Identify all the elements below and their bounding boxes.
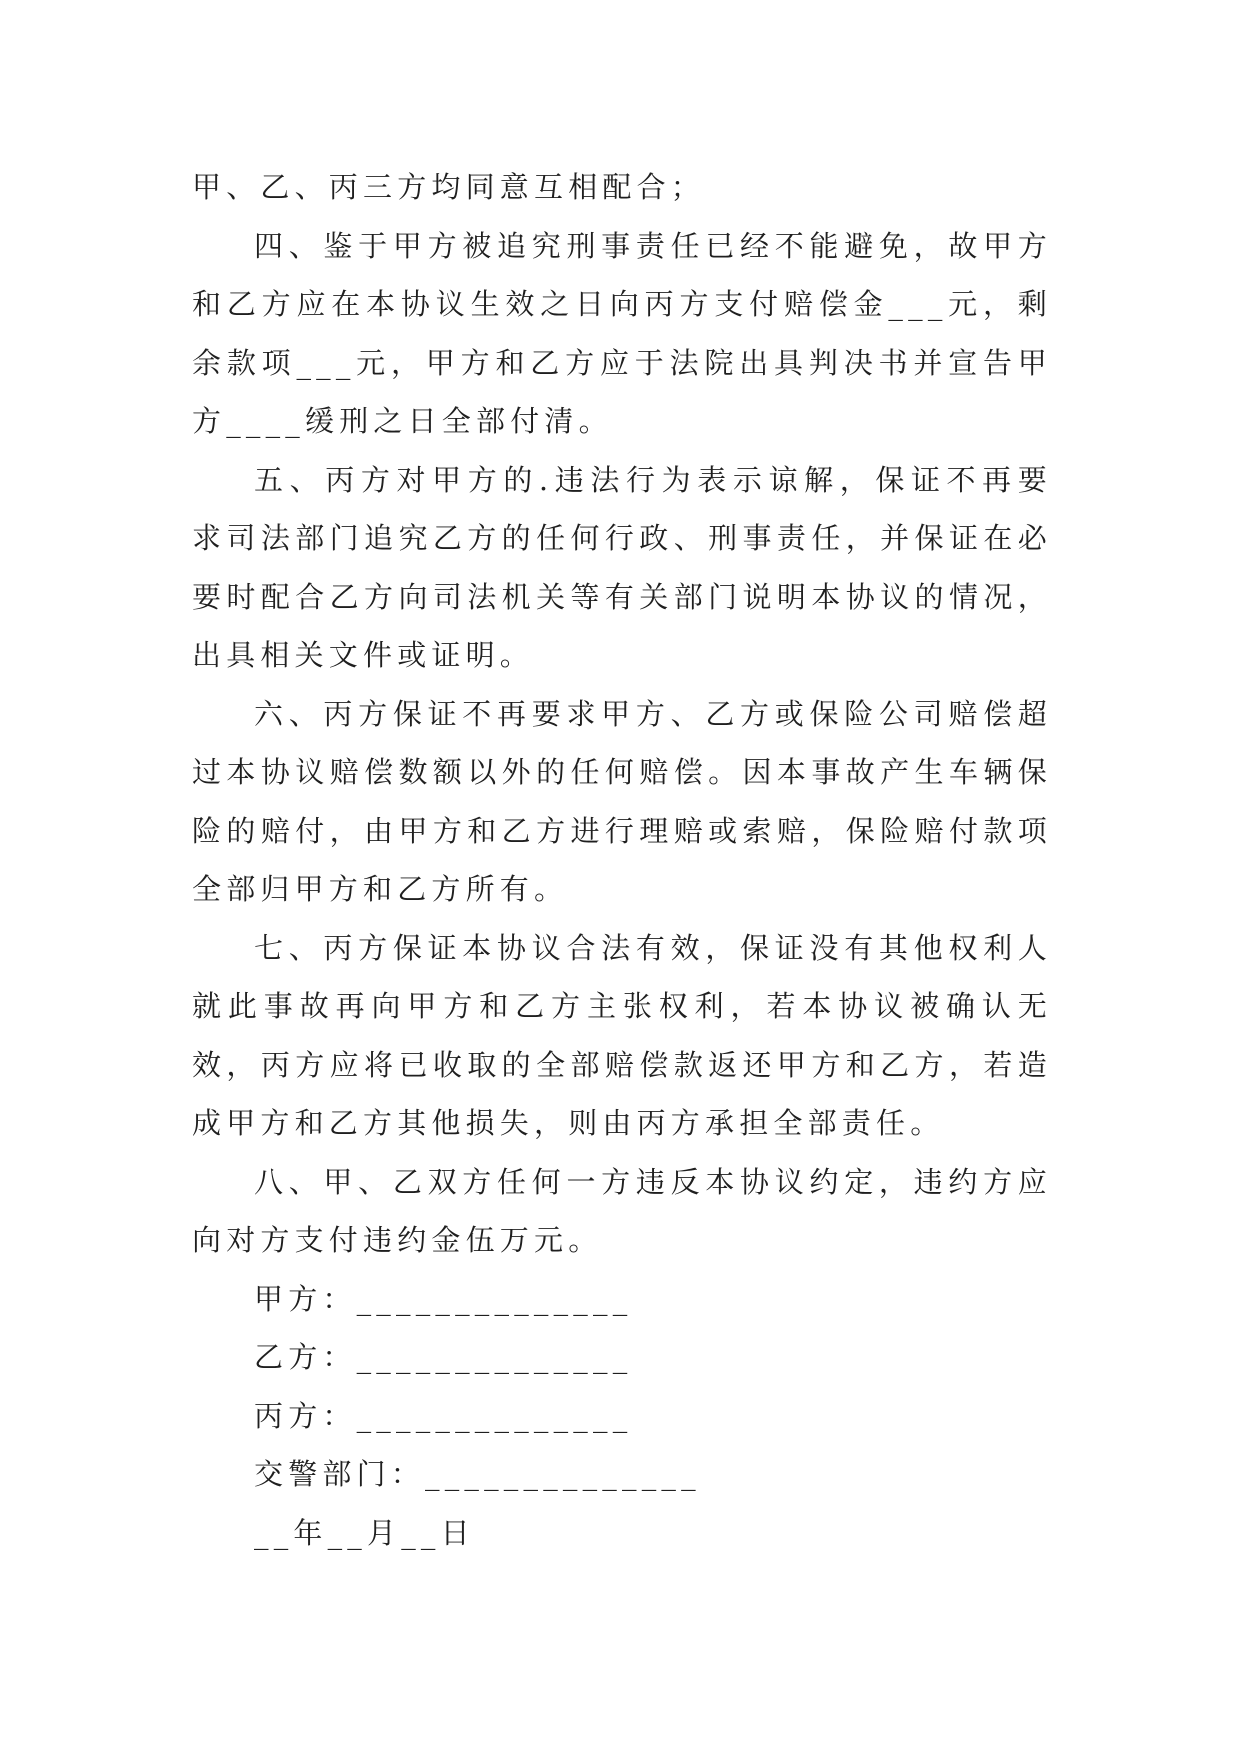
signature-traffic-police: 交警部门：______________ — [254, 1457, 701, 1491]
signature-party-b: 乙方：______________ — [254, 1340, 633, 1374]
signature-party-a: 甲方：______________ — [254, 1281, 633, 1316]
signature-party-c: 丙方：______________ — [254, 1398, 633, 1433]
paragraph-clause-8: 八、甲、乙双方任何一方违反本协议约定，违约方应向对方支付违约金伍万元。 — [192, 1164, 1052, 1257]
paragraph-clause-6: 六、丙方保证不再要求甲方、乙方或保险公司赔偿超过本协议赔偿数额以外的任何赔偿。因本事故产生车辆保险的赔付，由甲方和乙方进行理赔或索赔，保险赔付款项全部归甲方和乙方所有。 — [192, 696, 1052, 906]
paragraph-clause-7: 七、丙方保证本协议合法有效，保证没有其他权利人就此事故再向甲方和乙方主张权利，若本协议被确认无效，丙方应将已收取的全部赔偿款返还甲方和乙方，若造成甲方和乙方其他损失，则由丙方承担全部责任。 — [192, 930, 1052, 1140]
paragraph-continued: 甲、乙、丙三方均同意互相配合； — [192, 170, 706, 204]
signature-date: __年__月__日 — [254, 1515, 475, 1550]
paragraph-clause-4: 四、鉴于甲方被追究刑事责任已经不能避免，故甲方和乙方应在本协议生效之日向丙方支付赔偿金___元，剩余款项___元，甲方和乙方应于法院出具判决书并宣告甲方____缓刑之日全部付清。 — [192, 228, 1052, 438]
paragraph-clause-5: 五、丙方对甲方的.违法行为表示谅解，保证不再要求司法部门追究乙方的任何行政、刑事责任，并保证在必要时配合乙方向司法机关等有关部门说明本协议的情况，出具相关文件或证明。 — [192, 462, 1052, 672]
document-body — [192, 158, 1052, 1562]
